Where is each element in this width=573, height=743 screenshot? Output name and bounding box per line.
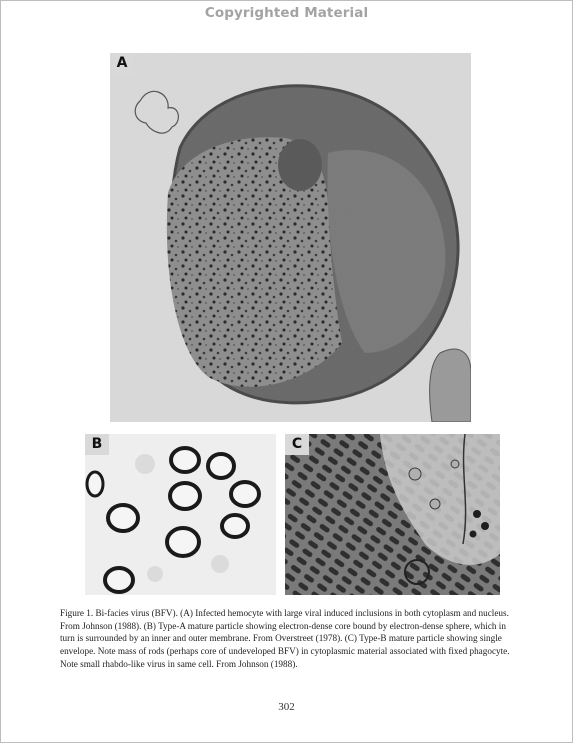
figure-panel-a [110,53,471,422]
figure-panel-c [285,434,500,595]
figure-caption: Figure 1. Bi-facies virus (BFV). (A) Infected hemocyte with large viral induced inclusions in both cytoplasm and nucleus. From Johnson (1988). (B) Type-A mature particle showing electron-dense core bound by electron-dense sphere, which in turn is surrounded by an inner and outer membrane. From Overstreet (1978). (C) Type-B mature particle showing single envelope. Note mass of rods (perhaps core of undeveloped BFV) in cytoplasmic material associated with fixed phagocyte. Note small rhabdo-like virus in same cell. From Johnson (1988). [60,608,510,669]
panel-label-c: C [285,434,309,455]
panel-label-b: B [85,434,109,455]
type-b-particles-micrograph [285,434,500,595]
hemocyte-micrograph [110,53,471,422]
copyright-watermark: Copyrighted Material [204,5,369,21]
page-number: 302 [278,701,295,713]
figure-panel-b [85,434,276,595]
type-a-particles-micrograph [85,434,276,595]
panel-label-a: A [110,53,134,74]
